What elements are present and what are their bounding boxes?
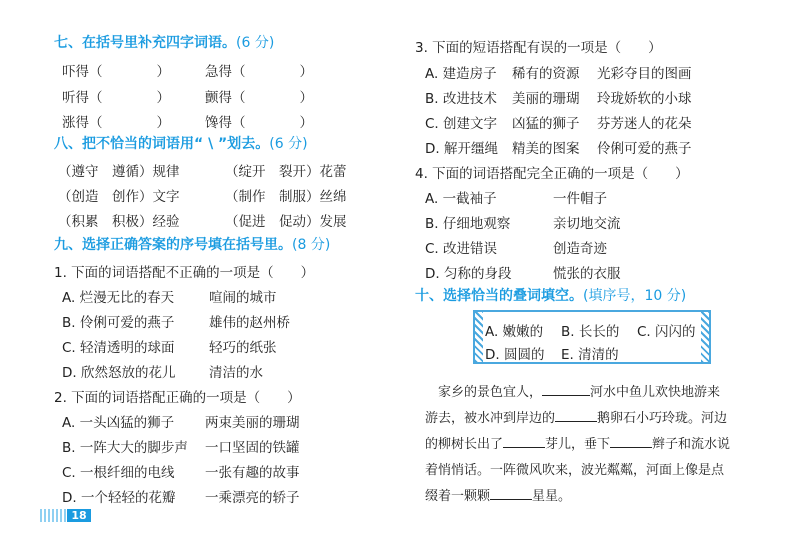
q2-option-b-phrase: 一口坚固的铁罐 — [205, 440, 300, 456]
story-blank-1[interactable] — [542, 383, 590, 396]
s8-item-1 — [58, 160, 180, 180]
q1-option-c: C. 轻清透明的球面 — [62, 340, 175, 356]
q1-option-b-phrase: 雄伟的赵州桥 — [209, 315, 290, 331]
page-number: 18 — [67, 509, 91, 522]
s8-item-3 — [58, 185, 180, 205]
story-text: 游去，被水冲到岸边的 — [425, 411, 556, 426]
page-number-stripes — [40, 509, 66, 522]
section-10-heading — [415, 285, 686, 305]
s7-item-3: 听得（ ） — [62, 90, 170, 106]
s8-choice-2: （绽开 裂开） — [225, 164, 320, 180]
page-number-badge — [40, 509, 92, 522]
s8-choice-5: （积累 积极） — [58, 214, 153, 230]
story-line-1 — [438, 381, 720, 400]
section-7-title: 七、在括号里补充四字词语。 — [54, 35, 236, 51]
q3-option-b: B. 改进技术 — [425, 91, 497, 107]
s7-item-5: 涨得（ ） — [62, 115, 170, 131]
word-bank-left-stripe — [475, 312, 483, 362]
s7-item-4: 颤得（ ） — [205, 90, 313, 106]
word-bank-option-b: B. 长长的 — [561, 324, 620, 340]
s8-choice-1: （遵守 遵循） — [58, 164, 153, 180]
q3-option-d-phrase-3: 伶俐可爱的燕子 — [597, 141, 692, 157]
q4-option-b-phrase: 亲切地交流 — [553, 216, 621, 232]
q3-option-c: C. 创建文字 — [425, 116, 498, 132]
story-text: 辫子和流水说 — [652, 437, 731, 452]
q4-option-a: A. 一截袖子 — [425, 191, 497, 207]
q4-option-a-phrase: 一件帽子 — [553, 191, 607, 207]
story-blank-4[interactable] — [610, 435, 652, 448]
q1-option-a: A. 烂漫无比的春天 — [62, 290, 175, 306]
story-text: 鹅卵石小巧玲珑。河边 — [597, 411, 728, 426]
story-line-2 — [425, 407, 727, 426]
word-bank-box — [473, 310, 711, 364]
q1-option-b: B. 伶俐可爱的燕子 — [62, 315, 175, 331]
q2-option-c-phrase: 一张有趣的故事 — [205, 465, 300, 481]
q1-option-d: D. 欣然怒放的花儿 — [62, 365, 176, 381]
q4-stem: 4. 下面的词语搭配完全正确的一项是（ ） — [415, 166, 689, 182]
q3-option-a-phrase-2: 稀有的资源 — [512, 66, 580, 82]
story-text: 缀着一颗颗 — [425, 489, 491, 504]
q2-option-d: D. 一个轻轻的花瓣 — [62, 490, 176, 506]
word-bank-option-d: D. 圆圆的 — [485, 347, 545, 363]
s8-item-4 — [225, 185, 347, 205]
word-bank-option-a: A. 嫩嫩的 — [485, 324, 544, 340]
word-bank-option-e: E. 清清的 — [561, 347, 619, 363]
s7-item-2: 急得（ ） — [205, 64, 313, 80]
s8-choice-6: （促进 促动） — [225, 214, 320, 230]
story-text: 家乡的景色宜人， — [438, 385, 543, 400]
q2-option-c: C. 一根纤细的电线 — [62, 465, 175, 481]
q4-option-d: D. 匀称的身段 — [425, 266, 512, 282]
word-bank-right-stripe — [701, 312, 709, 362]
q3-option-d-phrase-2: 精美的图案 — [512, 141, 580, 157]
story-text: 河水中鱼儿欢快地游来 — [590, 385, 721, 400]
s8-item-6 — [225, 210, 347, 230]
story-line-4: 着悄悄话。一阵微风吹来，波光粼粼，河面上像是点 — [425, 463, 725, 478]
q3-option-c-phrase-2: 凶猛的狮子 — [512, 116, 580, 132]
section-8-title: 八、把不恰当的词语用“ \ ”划去。 — [54, 136, 270, 152]
q1-option-d-phrase: 清洁的水 — [209, 365, 263, 381]
q2-option-b: B. 一阵大大的脚步声 — [62, 440, 188, 456]
s8-choice-4: （制作 制服） — [225, 189, 320, 205]
story-blank-2[interactable] — [555, 409, 597, 422]
section-9-title: 九、选择正确答案的序号填在括号里。 — [54, 237, 292, 253]
section-7-heading — [54, 32, 274, 52]
section-7-points: (6 分) — [236, 35, 275, 51]
q1-stem: 1. 下面的词语搭配不正确的一项是（ ） — [54, 265, 315, 281]
q3-option-a: A. 建造房子 — [425, 66, 497, 82]
q3-option-b-phrase-2: 美丽的珊瑚 — [512, 91, 580, 107]
q2-option-a: A. 一头凶猛的狮子 — [62, 415, 175, 431]
q4-option-c: C. 改进错误 — [425, 241, 498, 257]
q3-stem: 3. 下面的短语搭配有误的一项是（ ） — [415, 40, 662, 56]
story-blank-3[interactable] — [503, 435, 545, 448]
s8-choice-3: （创造 创作） — [58, 189, 153, 205]
story-text: 星星。 — [532, 489, 572, 504]
s8-word-3: 文字 — [152, 189, 180, 205]
story-text: 芽儿，垂下 — [545, 437, 611, 452]
section-10-points: (填序号，10 分) — [583, 288, 687, 304]
q1-option-a-phrase: 喧闹的城市 — [209, 290, 277, 306]
section-8-heading — [54, 133, 308, 153]
q1-option-c-phrase: 轻巧的纸张 — [209, 340, 277, 356]
section-9-heading — [54, 234, 330, 254]
story-line-5 — [425, 485, 571, 504]
story-text: 的柳树长出了 — [425, 437, 504, 452]
q3-option-c-phrase-3: 芬芳迷人的花朵 — [597, 116, 692, 132]
q4-option-b: B. 仔细地观察 — [425, 216, 511, 232]
q2-option-d-phrase: 一乘漂亮的轿子 — [205, 490, 300, 506]
s8-item-2 — [225, 160, 347, 180]
story-line-3 — [425, 433, 730, 452]
q2-stem: 2. 下面的词语搭配正确的一项是（ ） — [54, 390, 301, 406]
q4-option-d-phrase: 慌张的衣服 — [553, 266, 621, 282]
s7-item-6: 馋得（ ） — [205, 115, 313, 131]
s7-item-1: 吓得（ ） — [62, 64, 170, 80]
section-10-title: 十、选择恰当的叠词填空。 — [415, 288, 583, 304]
s8-word-4: 丝绵 — [319, 189, 347, 205]
word-bank-option-c: C. 闪闪的 — [637, 324, 696, 340]
story-blank-5[interactable] — [490, 487, 532, 500]
q3-option-b-phrase-3: 玲珑娇软的小球 — [597, 91, 692, 107]
section-8-points: (6 分) — [269, 136, 308, 152]
q3-option-d: D. 解开缰绳 — [425, 141, 498, 157]
s8-word-5: 经验 — [152, 214, 180, 230]
q3-option-a-phrase-3: 光彩夺目的图画 — [597, 66, 692, 82]
s8-item-5 — [58, 210, 180, 230]
s8-word-1: 规律 — [152, 164, 180, 180]
q2-option-a-phrase: 两束美丽的珊瑚 — [205, 415, 300, 431]
section-9-points: (8 分) — [292, 237, 331, 253]
q4-option-c-phrase: 创造奇迹 — [553, 241, 607, 257]
s8-word-6: 发展 — [319, 214, 347, 230]
s8-word-2: 花蕾 — [319, 164, 347, 180]
